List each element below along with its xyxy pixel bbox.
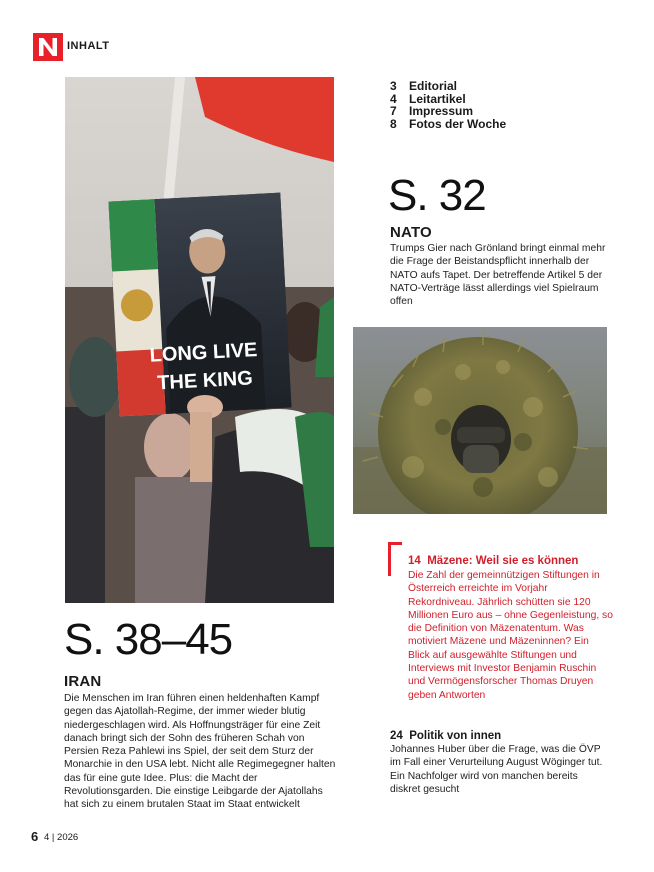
toc-list [390, 80, 630, 130]
politik-page-number: 24 [390, 730, 403, 742]
toc-item[interactable]: 3 Editorial [390, 79, 458, 93]
feature-bracket-top [388, 542, 402, 545]
nato-teaser: Trumps Gier nach Grönland bringt einmal mehr die Frage der Beistandspflicht innerhalb der NATO aufs Tapet. Der betreffende Artikel 5 der NATO-Verträge lässt allerdings viel Spielraum offen [390, 243, 606, 308]
feature-title: Mäzene: Weil sie es können [427, 555, 579, 567]
politik-teaser: Johannes Huber über die Frage, was die ÖVP im Fall einer Verurteilung August Wöginger tut. Ein Nachfolger wird von manchen bereits diskret gesucht [390, 744, 603, 795]
feature-page-number: 14 [408, 555, 421, 567]
iran-teaser: Die Menschen im Iran führen einen heldenhaften Kampf gegen das Ajatollah-Regime, der immer wieder blutig niedergeschlagen wird. Als Hoffnungsträger für eine Zeit danach bringt sich der Sohn des früheren Schah von Persien Reza Pahlewi ins Spiel, der seit dem Sturz der Monarchie in den USA lebt. Nicht alle Regimegegner halten das für eine gute Idee. Plus: die Macht der Revolutionsgarden. Die einstige Leibgarde der Ajatollahs hat sich zu einem brutalen Staat im Staat entwickelt [64, 693, 336, 811]
toc-item[interactable]: 8 Fotos der Woche [390, 116, 507, 131]
iran-kicker: IRAN [64, 673, 102, 690]
section-label: INHALT [67, 40, 110, 52]
iran-protest-photo [65, 77, 334, 603]
nato-kicker: NATO [390, 224, 432, 241]
sign-text-line2: THE KING [156, 367, 254, 395]
toc-item[interactable]: 4 Leitartikel [390, 91, 466, 106]
politik-title: Politik von innen [409, 730, 502, 742]
news-logo [33, 33, 63, 61]
issue-number: 4 | 2026 [44, 832, 79, 843]
politik-heading[interactable] [390, 730, 501, 742]
feature-teaser: Die Zahl der gemeinnützigen Stiftungen in Österreich erreichte im Vorjahr Rekordniveau. Jährlich schütten sie 120 Millionen Euro aus – ohne Gegenleistung, so die Definition von Mäzenatentum. Was motiviert Mäzene und Mäzeninnen? Ein Blick auf ausgewählte Stiftungen und Interviews mit Investor Benjamin Ruschin und Vermögensforscher Thomas Druyen geben Antworten [408, 570, 613, 701]
nato-page-ref[interactable]: S. 32 [388, 171, 486, 220]
nato-soldier-photo [353, 327, 607, 514]
iran-page-ref[interactable]: S. 38–45 [64, 615, 233, 664]
feature-heading[interactable] [408, 555, 578, 567]
page-number: 6 [31, 829, 39, 844]
feature-bracket-vertical [388, 542, 391, 576]
sign-text-line1: LONG LIVE [149, 339, 258, 367]
toc-item[interactable]: 7 Impressum [390, 104, 474, 118]
